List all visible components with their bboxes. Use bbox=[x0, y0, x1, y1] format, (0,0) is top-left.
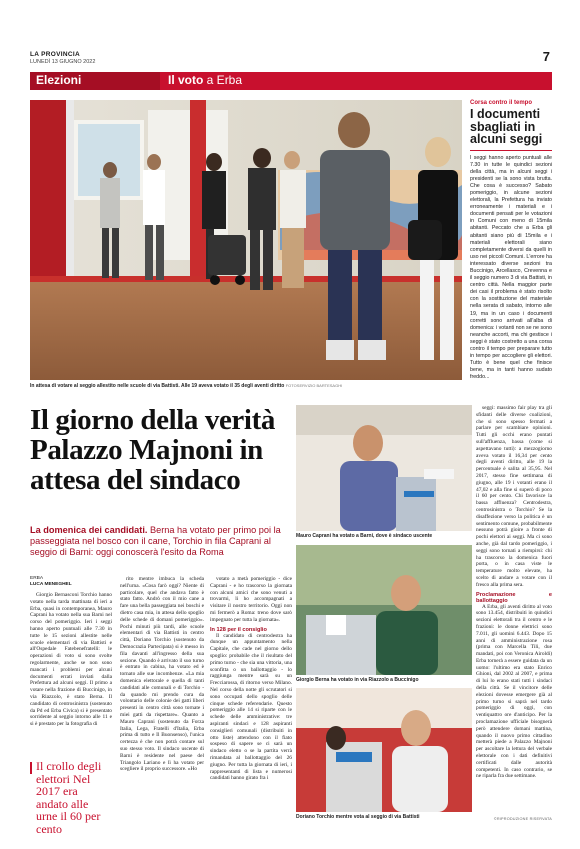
sidebar-kicker: Corsa contro il tempo bbox=[470, 100, 533, 106]
column-1-text: Giorgio Bernasconi Torchio hanno votato nella tarda mattinata di ieri a Erba, quasi in contemporanea, Mauro Caprani ha votato nella sua Barni nel corso del pomeriggio. Ieri i seggi hanno aperto puntuali alle 7.30 in tutte le 15 sezioni allestite nelle scuole elementari di via Battisti e all'Ospedale Fatebenefratelli: le operazioni di voto si sono svolte regolarmente, anche se non sono mancati i problemi per alcuni documenti errati inviati dalla Prefettura ad alcuni seggi. Il primo a votare nella frazione di Buccinigo, in via Riazzolo, è stato Berna. Il candidato di centrosinistra (sostenuto da Pd ed Erba Civica) si è presentato sorridente al seggio intorno alle 11 e si è prestato per la fotografia di bbox=[30, 592, 112, 728]
column-3-text-b: Il candidato di centrodestra ha dunque un appuntamento nella Capitale, che cade nel giorno dello spoglio: probabile che il risultato del primo turno - che sia una vittoria, una sconfitta o un ballottaggio - lo raggiunga mentre sarà su un Frecciarossa, di ritorno verso Milano. Nel corso della notte gli scrutatori si sono occupati dello spoglio delle cinque schede referendarie. Questo pomeriggio alle 14 si riparte con le schede delle amministrative: tre aspiranti sindaci e 128 aspiranti consiglieri comunali (distribuiti in otto liste) attendono con il fiato sospeso di sapere se ci sarà un sindaco eletto o se la partita verrà rimandata al ballottaggio del 26 giugno. Per tutta la giornata di ieri, i rappresentanti di lista e numerosi candidati hanno girato fra i bbox=[210, 632, 292, 782]
author-name: LUCA MENEGHEL bbox=[30, 582, 72, 587]
article-headline: Il giorno della verità Palazzo Majnoni in attesa del sindaco bbox=[30, 404, 275, 496]
sidebar-box bbox=[470, 100, 552, 382]
column-4-text-b: A Erba, gli aventi diritto al voto sono 13.454, distribuiti in quindici sezioni elettorali tra il centro e le frazioni: le donne elettrici sono 7.011, gli uomini 6.443. Dopo 15 anni di amministrazione rosa (prima con Marcella Tili, due mandati, poi con Veronica Airoldi) Erba tornerà a essere guidata da un uomo: l'ultimo era stato Enrico Ghioni, dal 2002 al 2007, e prima di lui lo erano stati tutti i sindaci della città. Se il vincitore delle elezioni dovesse emergere già al primo turno si saprà nel tardo pomeriggio di oggi, con ventiquattro ore d'anticipo. Per la proclamazione ufficiale bisognerà però attendere domani mattina, quando il nuovo primo cittadino metterà piede a Palazzo Majnoni per ascoltare la lettura del verbale elettorale con i dati definitivi certificati dalle autorità competenti. In caso contrario, se ne riparla fra due settimane. bbox=[476, 603, 552, 780]
sidebar-text: I seggi hanno aperto puntuali alle 7.30 in tutte le quindici sezioni della città, ma in alcuni seggi i presidenti se la sono vista brutta. Che cosa è successo? Sabato pomeriggio, in alcune sezioni elettorali, la Prefettura ha inviato erroneamente i materiali e i documenti pensati per le votazioni in Comuni con meno di 15mila abitanti. Peccato che a Erba gli abitanti siano più di 15mila e i materiali elettorali siano completamente diversi da quelli in uso nei piccoli Comuni. L'errore ha interessato diverse sezioni tra Buccinigo, Arcellasco, Crevenna e il seggio numero 3 di via Battisti, in centro città. Nella maggior parte dei casi il problema è stato risolto con la sostituzione del materiale nella serata di sabato, intorno alle 19, ma in un caso i documenti corretti sono arrivati all'alba di domenica: i votanti non se ne sono neanche accorti, ma chi gestisce i seggi è stato costretto a una corsa contro il tempo per preparare tutto in tempo per accogliere gli elettori. Tutto è bene quel che finisce bene, ma in tanti hanno sudato freddo... bbox=[470, 154, 552, 381]
photo-berna-caption-text: Giorgio Berna ha votato in via Riazzolo a Buccinigo bbox=[296, 677, 419, 683]
pull-quote-text: Il crollo degli elettori Nel 2017 era andato alle urne il 60 per cento bbox=[36, 759, 102, 836]
newspaper-name: LA PROVINCIA bbox=[30, 51, 80, 58]
pull-quote-bar bbox=[30, 762, 32, 774]
article-column-2 bbox=[120, 576, 204, 820]
pull-quote bbox=[30, 760, 110, 835]
photo-berna bbox=[296, 545, 472, 675]
article-column-3 bbox=[210, 576, 292, 820]
copyright-note: ©RIPRODUZIONE RISERVATA bbox=[493, 817, 552, 821]
queue-photo-illustration bbox=[30, 100, 462, 380]
article-subheadline bbox=[30, 525, 292, 558]
section-topic bbox=[168, 73, 242, 87]
sidebar-title: I documenti sbagliati in alcuni seggi bbox=[470, 107, 543, 146]
issue-date: LUNEDÌ 13 GIUGNO 2022 bbox=[30, 59, 96, 65]
page-number: 7 bbox=[542, 49, 550, 64]
column-4-text-a: seggi: massimo fair play tra gli sfidanti delle diverse coalizioni, che si sono spesso fermati a parlare per scambiare opinioni. Tutti gli occhi erano puntati sull'affluenza, bassa (come si aspettavano tutti): a mezzogiorno aveva votato il 16,34 per cento degli aventi diritto, alle 19 la percentuale è salita al 35,95. Nel 2017, stesso fine settimana di giugno, alle 19 i votanti erano il 47,02 e alla fine si superò di poco il 60 per cento. Chi favorisce la bassa affluenza? Centrodestra, centrosinistra o Torchio? Se la disaffezione verso la politica è un sentimento comune, probabilmente nessuno potrà gioire a fronte di pochi elettori ai seggi. Ma ci sono anche, già dal tardo pomeriggio, i seggi sono tornati a riempirsi: chi ha trascorso la domenica fuori porta, o in casa viste le temperature molto elevate, ha scelto di andare a votare con il fresco alla prima sera. bbox=[476, 405, 552, 588]
dateline: ERBA bbox=[30, 576, 44, 581]
section-topic-rest: a Erba bbox=[203, 73, 243, 87]
photo-caprani-caption-text: Mauro Caprani ha votato a Barni, dove è sindaco uscente bbox=[296, 533, 433, 539]
main-photo-caption-text: In attesa di votare al seggio allestito nelle scuole di via Battisti. Alle 19 aveva votato il 35 degli aventi diritto bbox=[30, 383, 285, 389]
torchio-photo-illustration bbox=[296, 688, 472, 812]
berna-photo-illustration bbox=[296, 545, 472, 675]
main-photo-credit: FOTOSERVIZIO BARTESAGHI bbox=[285, 383, 343, 388]
main-photo bbox=[30, 100, 462, 380]
caprani-photo-illustration bbox=[296, 405, 472, 531]
subheadline-bold: La domenica dei candidati. bbox=[30, 525, 148, 535]
article-column-1 bbox=[30, 592, 112, 754]
column-2-text: rito mentre imbuca la scheda nell'urna. «Cosa farò oggi? Niente di particolare, quel che andava fatto è stato fatto. Andrò con il mio cane a fare una bella passeggiata nei boschi e dietro casa mia, in attesa dello spoglio delle schede di domani pomeriggio». Pochi minuti più tardi, alle scuole elementari di via Battisti in centro città, Doriano Torchio (sostenuto da Democrazia Partecipata) si è messo in fila davanti all'ingresso della sua sezione. Quando è arrivato il suo turno è entrato in cabina, ha votato ed è tornato alle sue incombenze. «La mia domenica elettorale e quella di tanti candidati alle comunali e di Torchio - da quando mi prendo cura da volontario delle colonie dei gatti liberi presenti in centro città sono tornate i miei gatti da rispettare». Quanto a Mauro Caprani (sostenuto da Forza Italia, Lega, Fratelli d'Italia, Erba prima di tutto e Il Buonsenso), l'unica certezza è che non potrà contare sul suo stesso voto. Il sindaco uscente di Barni è residente nel paese del Triangolo Lariano e lì ha votato per scegliere il proprio successore. «Ho bbox=[120, 576, 204, 773]
photo-torchio-caption bbox=[296, 814, 472, 820]
masthead bbox=[30, 45, 552, 69]
section-label: Elezioni bbox=[36, 73, 82, 87]
photo-torchio-caption-text: Doriano Torchio mentre vota al seggio di via Battisti bbox=[296, 814, 420, 820]
article-column-4 bbox=[476, 405, 552, 813]
byline bbox=[30, 576, 72, 588]
column-3-subheading: In 128 per il consiglio bbox=[210, 626, 267, 633]
main-photo-caption bbox=[30, 383, 462, 389]
photo-berna-caption bbox=[296, 677, 472, 683]
photo-torchio bbox=[296, 688, 472, 812]
photo-caprani-caption bbox=[296, 533, 472, 539]
subheadline-rest: Berna ha votato per primo poi la passeggiata nel bosco con il cane, Torchio in fila Caprani al seggio di Barni: oggi conoscerà l'esito da Roma bbox=[30, 525, 281, 557]
photo-caprani bbox=[296, 405, 472, 531]
column-3-text-a: votato a metà pomeriggio - dice Caprani - e ho trascorso la giornata con alcuni amici che sono venuti a trovarmi, li ho accompagnati a visitare il nostro territorio. Oggi non mi fermerò a Roma: treno dove sarò impegnato per tutta la giornata». bbox=[210, 576, 292, 623]
column-4-subheading: Proclamazione e ballottaggio bbox=[476, 591, 552, 604]
section-topic-bold: Il voto bbox=[168, 73, 204, 87]
sidebar-rule bbox=[470, 150, 552, 151]
section-bar bbox=[30, 72, 552, 90]
